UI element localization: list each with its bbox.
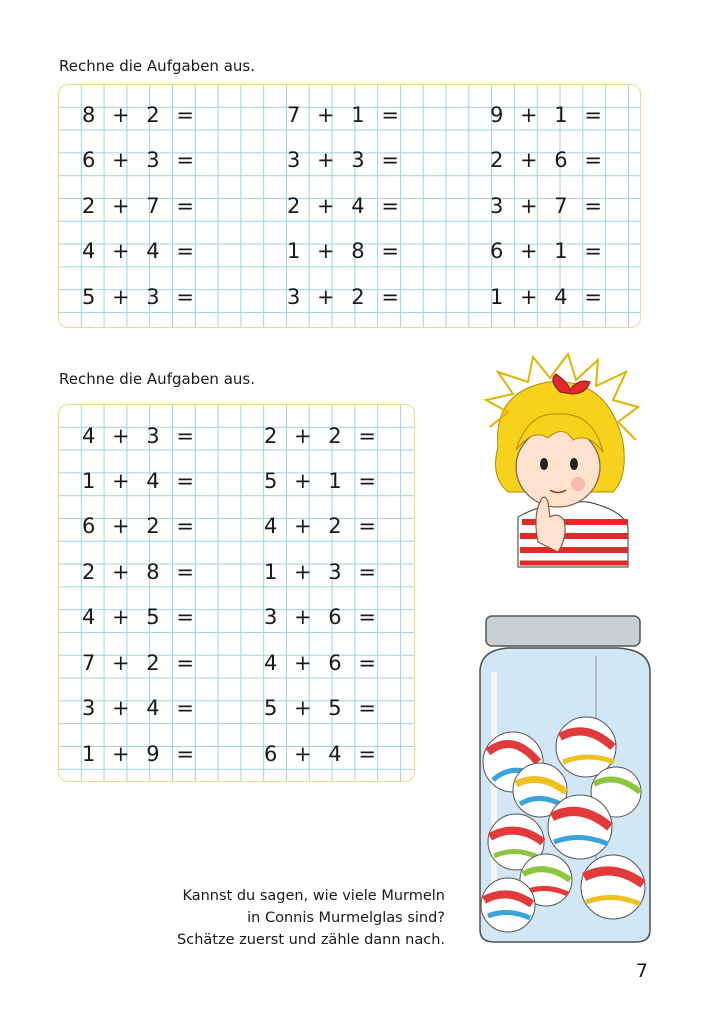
equation: 3 + 3 = bbox=[287, 148, 404, 172]
instruction-2: Rechne die Aufgaben aus. bbox=[59, 370, 255, 388]
equation: 5 + 5 = bbox=[264, 696, 381, 720]
equation: 1 + 8 = bbox=[287, 239, 404, 263]
instruction-1: Rechne die Aufgaben aus. bbox=[59, 57, 255, 75]
equation: 5 + 3 = bbox=[82, 285, 199, 309]
question-line: Schätze zuerst und zähle dann nach. bbox=[177, 932, 445, 948]
equation: 2 + 2 = bbox=[264, 424, 381, 448]
equation: 2 + 7 = bbox=[82, 194, 199, 218]
equation: 3 + 4 = bbox=[82, 696, 199, 720]
question-line: in Connis Murmelglas sind? bbox=[247, 910, 445, 926]
equation: 3 + 6 = bbox=[264, 605, 381, 629]
equation: 1 + 3 = bbox=[264, 560, 381, 584]
equation: 6 + 3 = bbox=[82, 148, 199, 172]
equation: 3 + 7 = bbox=[490, 194, 607, 218]
page-number: 7 bbox=[635, 960, 648, 982]
marble-jar-illustration bbox=[468, 612, 668, 947]
question-text bbox=[150, 885, 445, 951]
equation: 4 + 4 = bbox=[82, 239, 199, 263]
grid-box-2 bbox=[58, 404, 415, 782]
equation: 4 + 2 = bbox=[264, 514, 381, 538]
equation: 4 + 5 = bbox=[82, 605, 199, 629]
equation: 1 + 4 = bbox=[82, 469, 199, 493]
equation: 3 + 2 = bbox=[287, 285, 404, 309]
equation: 4 + 6 = bbox=[264, 651, 381, 675]
equation: 5 + 1 = bbox=[264, 469, 381, 493]
girl-illustration bbox=[478, 352, 643, 577]
equation: 2 + 6 = bbox=[490, 148, 607, 172]
equation: 1 + 4 = bbox=[490, 285, 607, 309]
equation: 7 + 1 = bbox=[287, 103, 404, 127]
equation: 7 + 2 = bbox=[82, 651, 199, 675]
equation: 4 + 3 = bbox=[82, 424, 199, 448]
equation: 2 + 4 = bbox=[287, 194, 404, 218]
question-line: Kannst du sagen, wie viele Murmeln bbox=[182, 888, 445, 904]
equation: 2 + 8 = bbox=[82, 560, 199, 584]
equation: 6 + 4 = bbox=[264, 742, 381, 766]
equation: 9 + 1 = bbox=[490, 103, 607, 127]
equation: 6 + 2 = bbox=[82, 514, 199, 538]
equation: 1 + 9 = bbox=[82, 742, 199, 766]
equation: 6 + 1 = bbox=[490, 239, 607, 263]
equation: 8 + 2 = bbox=[82, 103, 199, 127]
